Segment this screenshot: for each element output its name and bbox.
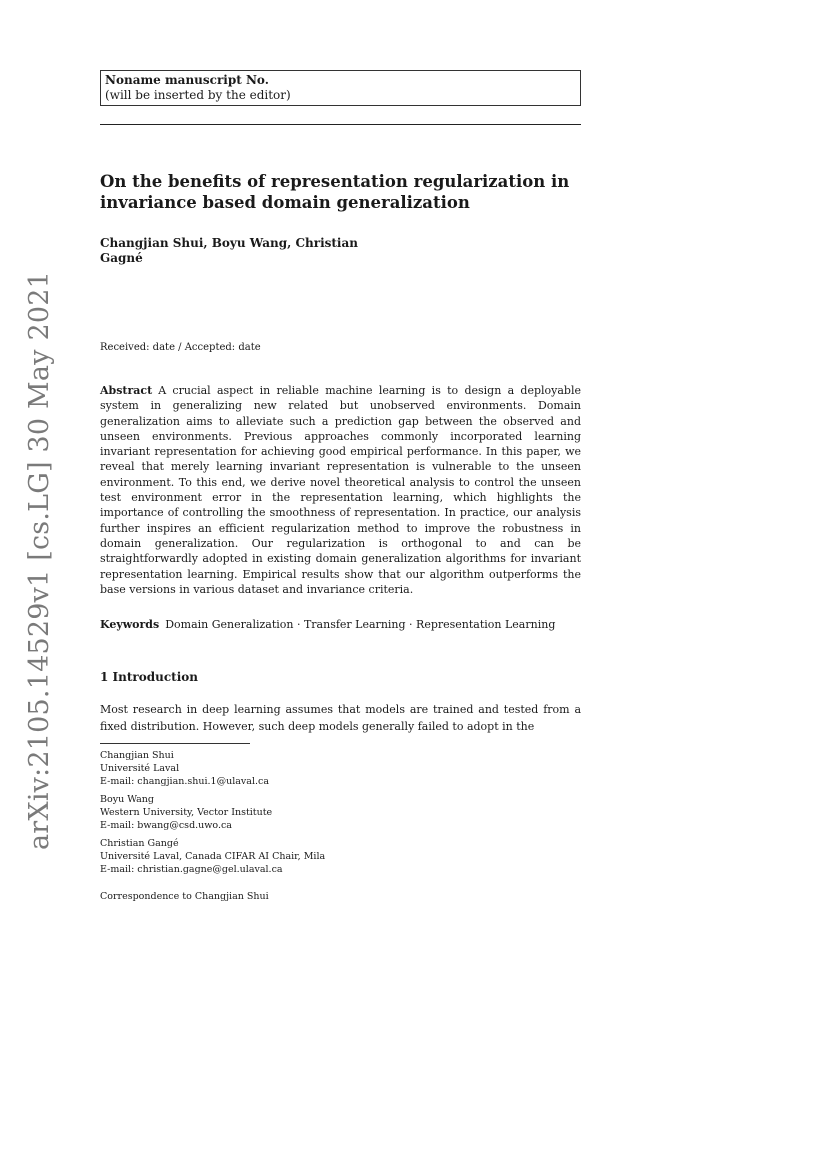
correspondence-note: Correspondence to Changjian Shui: [100, 891, 269, 902]
paper-title: [100, 171, 581, 213]
affiliation-block: [100, 793, 500, 832]
abstract-label: Abstract: [100, 384, 153, 397]
author-list: [100, 236, 400, 266]
authors-line-2: Gagné: [100, 251, 143, 265]
affiliation-name: Changjian Shui: [100, 750, 174, 761]
section-heading-introduction: 1 Introduction: [100, 670, 198, 684]
manuscript-note: (will be inserted by the editor): [105, 88, 291, 102]
affiliation-email: E-mail: bwang@csd.uwo.ca: [100, 820, 232, 831]
affiliation-name: Boyu Wang: [100, 794, 155, 805]
affiliation-org: Université Laval: [100, 763, 180, 774]
abstract: [100, 383, 581, 597]
affiliation-name: Christian Gangé: [100, 838, 179, 849]
received-accepted-date: Received: date / Accepted: date: [100, 342, 261, 353]
introduction-text: Most research in deep learning assumes that models are trained and tested from a fixed distribution. However, such deep models generally failed to adopt in the: [100, 703, 581, 733]
arxiv-stamp: arXiv:2105.14529v1 [cs.LG] 30 May 2021: [24, 271, 55, 850]
abstract-text: A crucial aspect in reliable machine learning is to design a deployable system in generalizing new related but unobserved environments. Domain generalization aims to alleviate such a prediction gap between the observed and unseen environments. Previous approaches commonly incorporated learning invariant representation for achieving good empirical performance. In this paper, we reveal that merely learning invariant representation is vulnerable to the unseen environment. To this end, we derive novel theoretical analysis to control the unseen test environment error in the representation learning, which highlights the importance of controlling the smoothness of representation. In practice, our analysis further inspires an efficient regularization method to improve the robustness in domain generalization. Our regularization is orthogonal to and can be straightforwardly adopted in existing domain generalization algorithms for invariant representation learning. Empirical results show that our algorithm outperforms the base versions in various dataset and invariance criteria.: [100, 384, 581, 596]
keywords-text: Domain Generalization · Transfer Learning · Representation Learning: [165, 618, 556, 631]
title-line-2: invariance based domain generalization: [100, 193, 470, 212]
keywords-label: Keywords: [100, 618, 160, 631]
manuscript-info-box: [100, 70, 581, 106]
keywords: [100, 617, 581, 632]
affiliation-block: [100, 837, 500, 876]
affiliation-org: Western University, Vector Institute: [100, 807, 273, 818]
authors-line-1: Changjian Shui, Boyu Wang, Christian: [100, 236, 358, 250]
affiliation-email: E-mail: changjian.shui.1@ulaval.ca: [100, 776, 269, 787]
title-line-1: On the benefits of representation regularization in: [100, 172, 570, 191]
affiliations: [100, 749, 500, 881]
footnote-rule: [100, 743, 250, 744]
header-rule: [100, 124, 581, 125]
affiliation-block: [100, 749, 500, 788]
manuscript-label: Noname manuscript No.: [105, 73, 269, 87]
affiliation-email: E-mail: christian.gagne@gel.ulaval.ca: [100, 864, 283, 875]
affiliation-org: Université Laval, Canada CIFAR AI Chair, Mila: [100, 851, 326, 862]
